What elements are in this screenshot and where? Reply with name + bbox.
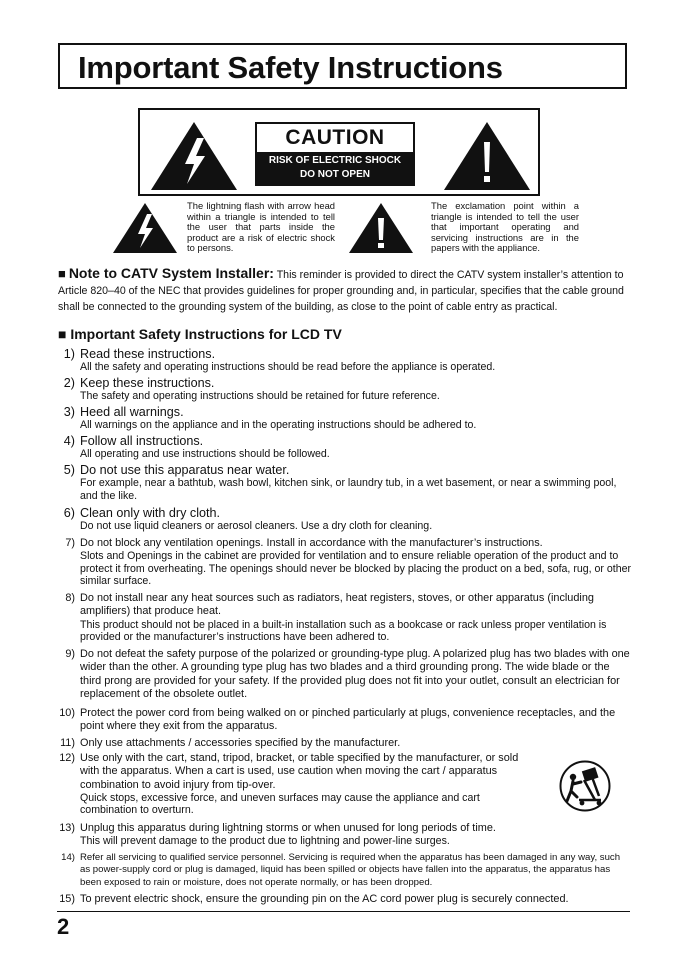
instruction-item-11: 11) Only use attachments / accessories specified by the manufacturer.	[60, 737, 401, 749]
exclamation-explanation: The exclamation point within a triangle is intended to tell the user that important operating and servicing instructions are in the papers with the appliance.	[431, 200, 579, 254]
instruction-item-8: 8) Do not install near any heat sources such as radiators, heat registers, stoves, or other apparatus (including amplifiers) that produce heat. This product should not be placed in a built-in installation such as a bookcase or rack unless proper ventilation is provided or the manufacturer’s instructions have been adhered to.	[65, 592, 607, 644]
page-number: 2	[57, 914, 70, 939]
instruction-item-10: 10) Protect the power cord from being walked on or pinched particularly at plugs, convenience receptacles, and the point where they exit from the apparatus.	[59, 707, 616, 733]
instruction-item-5: 5) Do not use this apparatus near water. For example, near a bathtub, wash bowl, kitchen sink, or laundry tub, in a wet basement, or near a swimming pool, and the like.	[63, 463, 617, 502]
instruction-item-1: 1) Read these instructions. All the safety and operating instructions should be read before the appliance is operated.	[63, 347, 496, 373]
lightning-warning-icon	[149, 120, 239, 192]
instruction-item-6: 6) Clean only with dry cloth. Do not use liquid cleaners or aerosol cleaners. Use a dry cloth for cleaning.	[63, 506, 433, 532]
instruction-item-2: 2) Keep these instructions. The safety and operating instructions should be retained for future reference.	[63, 376, 440, 402]
caution-line-2: DO NOT OPEN	[299, 169, 370, 180]
catv-text: This reminder is provided to direct the CATV system installer’s attention to Article 820–40 of the NEC that provides guidelines for proper grounding and, in particular, specifies that the cable ground shall be connected to the grounding system of the building, as close to the point of cable entry as practical.	[58, 269, 624, 313]
caution-label	[138, 108, 540, 196]
instruction-item-9: 9) Do not defeat the safety purpose of the polarized or grounding-type plug. A polarized plug has two blades with one wider than the other. A grounding type plug has two blades and a third grounding prong. The wide blade or the third prong are provided for your safety. If the provided plug does not fit into your outlet, consult an electrician for replacement of the obsolete outlet.	[65, 648, 630, 700]
exclamation-icon-small	[348, 202, 414, 254]
instruction-item-12: 12) Use only with the cart, stand, tripod, bracket, or table specified by the manufacturer, or sold with the apparatus. When a cart is used, use caution when moving the cart / apparatus combination to avoid injury from tip-over. Quick stops, excessive force, and uneven surfaces may cause the appliance and cart combination to overturn.	[59, 752, 519, 817]
instruction-item-7: 7) Do not block any ventilation openings. Install in accordance with the manufacturer’s instructions. Slots and Openings in the cabinet are provided for ventilation and to ensure reliable operation of the product and to protect it from overheating. The openings should never be blocked by placing the product on a bed, sofa, rug, or other similar surface.	[65, 537, 632, 588]
lightning-icon-small	[112, 202, 178, 254]
cart-warning-icon	[559, 760, 611, 812]
exclamation-warning-icon	[442, 120, 532, 192]
caution-panel	[255, 122, 415, 186]
catv-heading: Note to CATV System Installer:	[68, 265, 274, 281]
lcd-section-heading: ■ Important Safety Instructions for LCD TV	[58, 326, 342, 342]
page-title: Important Safety Instructions	[78, 50, 503, 85]
title-box	[58, 43, 627, 89]
caution-warning	[257, 152, 413, 184]
instruction-item-3: 3) Heed all warnings. All warnings on the appliance and in the operating instructions should be adhered to.	[63, 405, 477, 431]
footer-rule	[57, 911, 630, 912]
lightning-explanation: The lightning flash with arrow head within a triangle is intended to tell the user that parts inside the product are a risk of electric shock to persons.	[187, 200, 335, 254]
instruction-item-4: 4) Follow all instructions. All operating and use instructions should be followed.	[63, 434, 330, 460]
instruction-item-13: 13) Unplug this apparatus during lightning storms or when unused for long periods of time. This will prevent damage to the product due to lightning and power-line surges.	[59, 822, 496, 848]
instruction-item-15: 15) To prevent electric shock, ensure the grounding pin on the AC cord power plug is securely connected.	[59, 893, 569, 905]
instruction-item-14: 14) Refer all servicing to qualified service personnel. Servicing is required when the apparatus has been damaged in any way, such as power-supply cord or plug is damaged, liquid has been spilled or objects have fallen into the apparatus, the apparatus has been exposed to rain or moisture, does not operate normally, or has been dropped.	[61, 852, 621, 888]
catv-note	[58, 265, 632, 315]
caution-title: CAUTION	[285, 126, 385, 149]
caution-line-1: RISK OF ELECTRIC SHOCK	[268, 155, 402, 166]
catv-bullet: ■	[58, 266, 66, 281]
